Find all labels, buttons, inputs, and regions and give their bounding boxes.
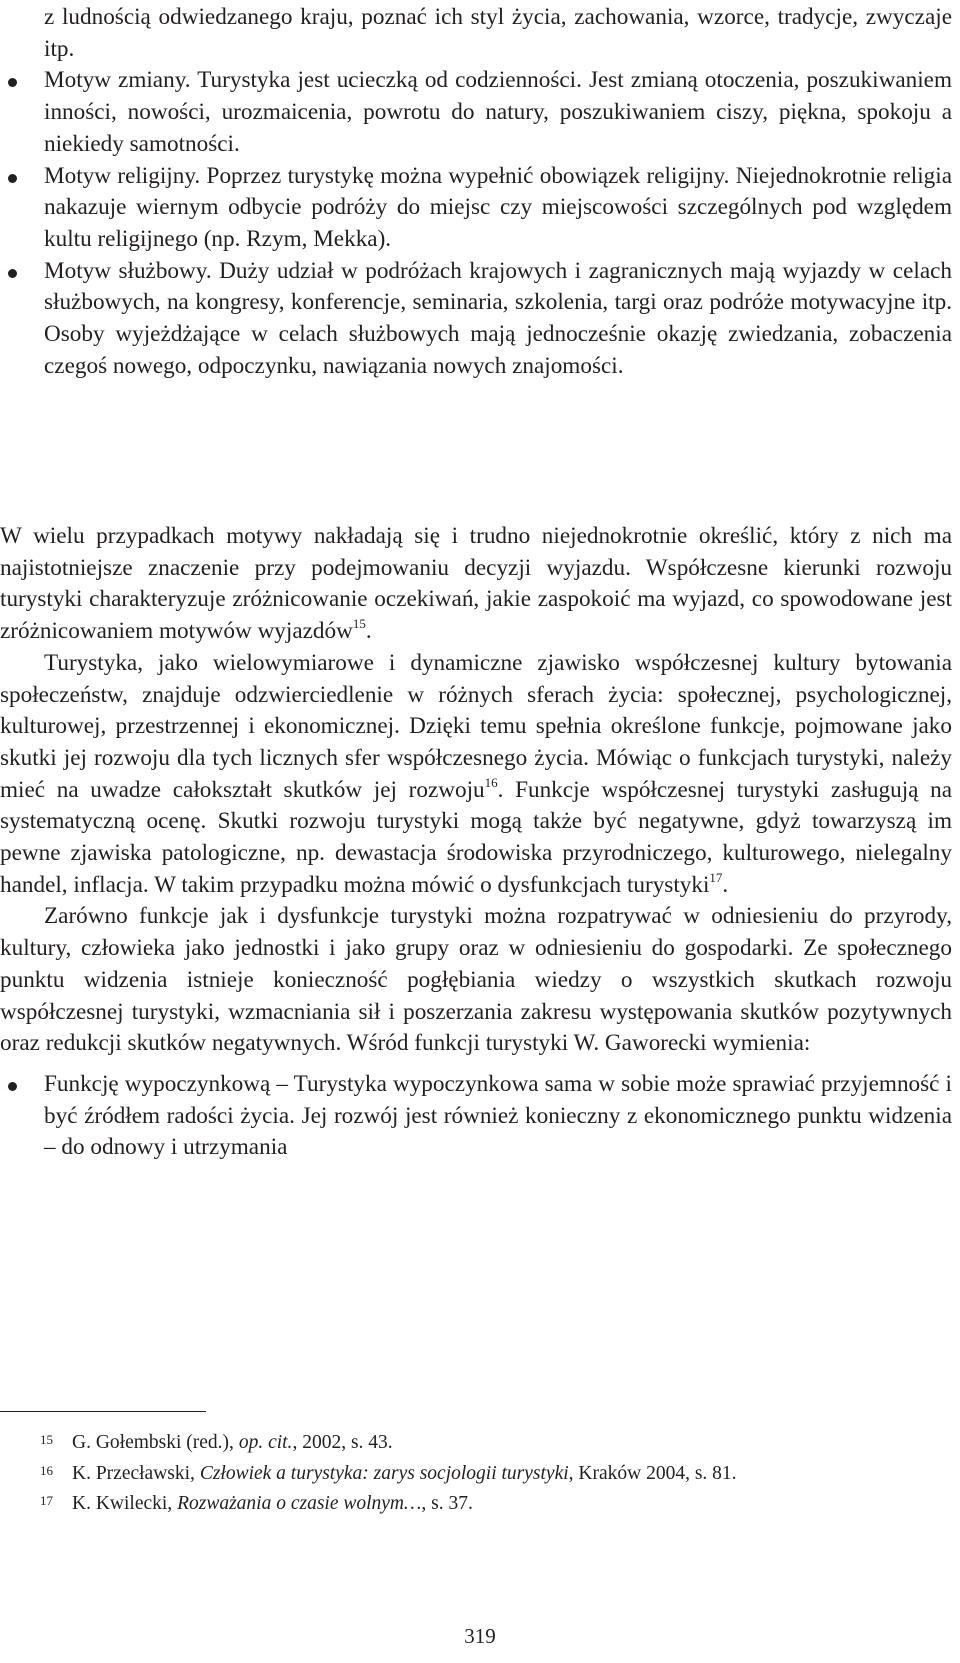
page-number: 319 <box>464 1624 496 1648</box>
footnote-15 <box>0 1428 952 1459</box>
footnote-text: K. Przecławski, <box>72 1462 200 1484</box>
footnote-italic: Rozważania o czasie wolnym… <box>177 1493 422 1514</box>
footnote-separator <box>0 1411 206 1412</box>
bullet-text: Funkcję wypoczynkową – Turystyka wypoczynkowa sama w sobie może sprawiać przyjemność i być źródłem radości życia. Jej rozwój jest również konieczny z ekonomicznego punktu widzenia – do odnowy i utrzymania <box>44 1070 952 1161</box>
paragraph-end: . <box>365 618 372 645</box>
bullet-text: Motyw służbowy. Duży udział w podróżach krajowych i zagranicznych mają wyjazdy w celach służbowych, na kongresy, konferencje, seminaria, szkolenia, targi oraz podróże motywacyjne itp. Osoby wyjeżdżające w celach służbowych mają jednocześnie okazję zwiedzania, zobaczenia czegoś nowego, odpoczynku, nawiązania nowych znajomości. <box>44 257 952 379</box>
bullet-dot-icon <box>8 78 17 87</box>
paragraph-1 <box>0 521 952 648</box>
footnote-ref-15: 15 <box>352 616 366 632</box>
bullet-item-funkcja-wypoczynkowa <box>0 1069 952 1164</box>
footnote-italic: op. cit. <box>238 1432 293 1453</box>
bullet-dot-icon <box>8 1082 17 1091</box>
paragraph-3 <box>0 901 952 1060</box>
paragraph-2 <box>0 648 952 902</box>
footnote-ref-16: 16 <box>484 774 498 790</box>
bullet-text: z ludnością odwiedzanego kraju, poznać ich styl życia, zachowania, wzorce, tradycje, zwyczaje itp. <box>44 4 952 62</box>
footnotes <box>0 1428 952 1520</box>
footnote-italic: Człowiek a turystyka: zarys socjologii turystyki <box>199 1462 569 1484</box>
footnote-text: K. Kwilecki, <box>72 1493 178 1514</box>
bullet-list-top <box>0 2 952 382</box>
paragraph-text: . Funkcje współczesnej turystyki zasługują na systematyczną ocenę. Skutki rozwoju turystyki mogą także być negatywne, gdyż towarzyszą im pewne zjawiska patologiczne, np. dewastacja środowiska przyrodniczego, kulturowego, nielegalny handel, inflacja. W takim przypadku można mówić o dysfunkcjach turystyki <box>0 776 952 898</box>
footnote-ref-17: 17 <box>709 869 723 885</box>
bullet-dot-icon <box>8 174 17 183</box>
bullet-continuation <box>0 2 952 65</box>
bullet-item-motyw-religijny <box>0 161 952 256</box>
bullet-item-motyw-sluzbowy <box>0 256 952 383</box>
footnote-16 <box>0 1459 952 1490</box>
footnote-number: 15 <box>40 1432 53 1447</box>
bullet-item-motyw-zmiany <box>0 65 952 160</box>
footnote-17 <box>0 1489 952 1520</box>
paragraph-text: W wielu przypadkach motywy nakładają się i trudno niejednokrotnie określić, który z nich ma najistotniejsze znaczenie przy podejmowaniu decyzji wyjazdu. Współczesne kierunki rozwoju turystyki charakteryzuje zróżnicowanie oczekiwań, jakie zaspokoić ma wyjazd, co spowodowane jest zróżnicowaniem motywów wyjazdów <box>0 523 952 645</box>
footnote-text: , 2002, s. 43. <box>292 1432 393 1453</box>
bullet-dot-icon <box>8 269 17 278</box>
footnote-text: G. Gołembski (red.), <box>72 1432 239 1453</box>
body-text <box>0 521 952 1164</box>
footnote-text: , s. 37. <box>421 1493 473 1514</box>
paragraph-text: Turystyka, jako wielowymiarowe i dynamiczne zjawisko współczesnej kultury bytowania społeczeństw, znajduje odzwierciedlenie w różnych sferach życia: społecznej, psychologicznej, kulturowej, przestrzennej i ekonomicznej. Dzięki temu spełnia określone funkcje, pojmowane jako skutki jej rozwoju dla tych licznych sfer współczesnego życia. Mówiąc o funkcjach turystyki, należy mieć na uwadze całokształt skutków jej rozwoju <box>0 649 952 803</box>
footnote-text: , Kraków 2004, s. 81. <box>568 1462 737 1484</box>
footnote-number: 17 <box>40 1493 53 1508</box>
paragraph-end: . <box>722 871 729 898</box>
bullet-text: Motyw zmiany. Turystyka jest ucieczką od codzienności. Jest zmianą otoczenia, poszukiwaniem inności, nowości, urozmaicenia, powrotu do natury, poszukiwaniem ciszy, piękna, spokoju a niekiedy samotności. <box>44 67 952 157</box>
paragraph-text: Zarówno funkcje jak i dysfunkcje turystyki można rozpatrywać w odniesieniu do przyrody, kultury, człowieka jako jednostki i jako grupy oraz w odniesieniu do gospodarki. Ze społecznego punktu widzenia istnieje konieczność pogłębiania wiedzy o wszystkich skutkach rozwoju współczesnej turystyki, wzmacniania sił i poszerzania zakresu występowania skutków pozytywnych oraz redukcji skutków negatywnych. Wśród funkcji turystyki W. Gaworecki wymienia: <box>0 903 952 1057</box>
footnote-number: 16 <box>40 1462 53 1478</box>
bullet-text: Motyw religijny. Poprzez turystykę można wypełnić obowiązek religijny. Niejednokrotnie religia nakazuje wiernym odbycie podróży do miejsc czy miejscowości szczególnych pod względem kultu religijnego (np. Rzym, Mekka). <box>44 162 952 252</box>
